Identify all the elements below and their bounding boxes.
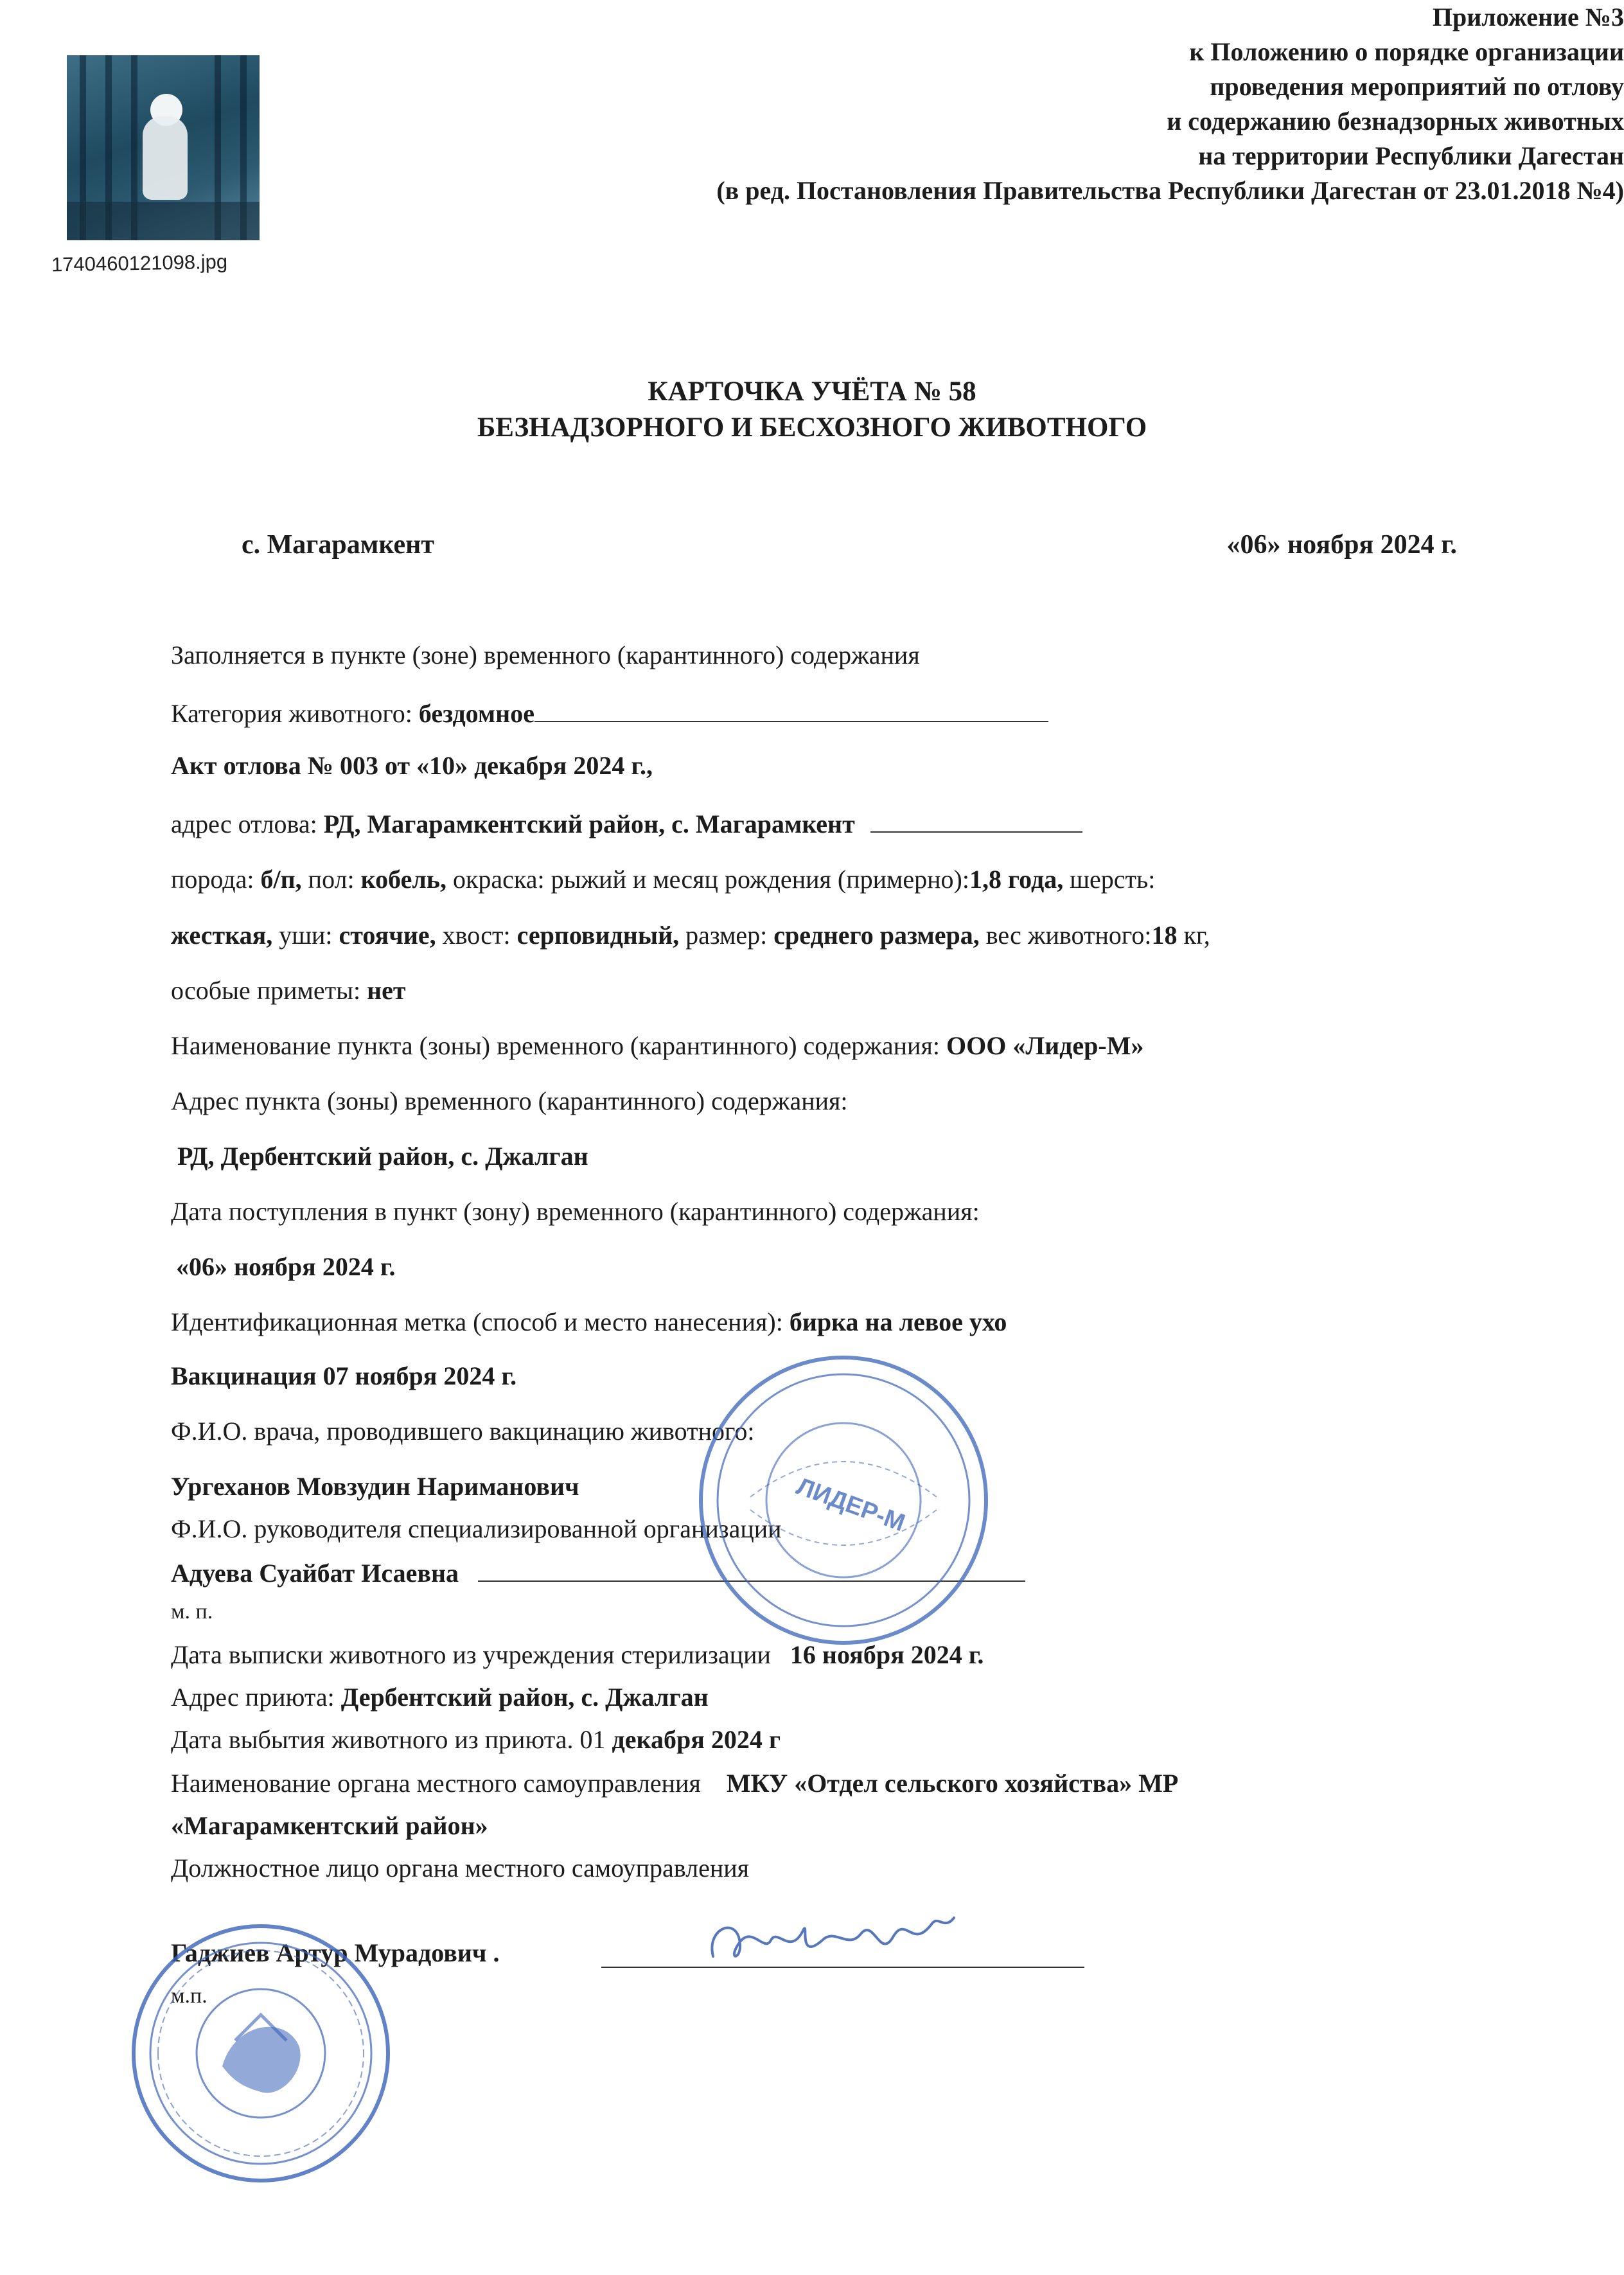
category-value: бездомное bbox=[418, 699, 534, 728]
weight-value: 18 bbox=[1151, 921, 1178, 950]
arrival-value-line bbox=[176, 1252, 395, 1282]
photo-caption: 1740460121098.jpg bbox=[51, 250, 228, 276]
vet-value: Ургеханов Мовзудин Нариманович bbox=[171, 1472, 579, 1501]
lsg-line bbox=[171, 1768, 1178, 1798]
weight-label: вес животного: bbox=[985, 921, 1152, 950]
mp1-line bbox=[171, 1600, 213, 1624]
annex-line-4: и содержанию безнадзорных животных bbox=[1167, 107, 1624, 136]
sex-value: кобель, bbox=[360, 865, 446, 894]
ears-value: стоячие, bbox=[339, 921, 436, 950]
vet-value-line bbox=[171, 1471, 579, 1501]
place: с. Магарамкент bbox=[242, 530, 434, 560]
document-title bbox=[0, 374, 1624, 446]
age-value: 1,8 года, bbox=[969, 865, 1064, 894]
catch-address-underline bbox=[870, 808, 1082, 833]
lsg-line-2 bbox=[171, 1810, 488, 1841]
official-label-line bbox=[171, 1853, 749, 1883]
category-underline bbox=[534, 698, 1048, 722]
appearance-line bbox=[171, 920, 1210, 950]
annex-line-1: Приложение №3 bbox=[1432, 3, 1624, 31]
head-label: Ф.И.О. руководителя специализированной организации bbox=[171, 1514, 782, 1543]
catch-address-label: адрес отлова: bbox=[171, 810, 317, 838]
lsg-label: Наименование органа местного самоуправления bbox=[171, 1769, 701, 1798]
municipal-stamp bbox=[126, 1918, 396, 2191]
tag-label: Идентификационная метка (способ и место нанесения): bbox=[171, 1307, 783, 1336]
leave-value: декабря 2024 г bbox=[612, 1725, 781, 1754]
official-signature bbox=[700, 1905, 970, 1979]
point-address-value-line bbox=[177, 1141, 588, 1171]
breed-label: порода: bbox=[171, 865, 254, 894]
arrival-label: Дата поступления в пункт (зону) временного (карантинного) содержания: bbox=[171, 1197, 980, 1226]
ears-label: уши: bbox=[279, 921, 333, 950]
catch-act-line bbox=[171, 750, 653, 781]
tag-line bbox=[171, 1307, 1007, 1337]
vet-label-line bbox=[171, 1416, 755, 1446]
annex-line-3: проведения мероприятий по отлову bbox=[1210, 72, 1624, 101]
point-address-value: РД, Дербентский район, с. Джалган bbox=[177, 1142, 588, 1171]
fur-value: жесткая, bbox=[171, 921, 273, 950]
marks-label: особые приметы: bbox=[171, 976, 361, 1005]
discharge-label: Дата выписки животного из учреждения стерилизации bbox=[171, 1640, 771, 1669]
head-value: Адуева Суайбат Исаевна bbox=[171, 1559, 459, 1588]
filled-at-text: Заполняется в пункте (зоне) временного (карантинного) содержания bbox=[171, 641, 920, 669]
title-line-1: КАРТОЧКА УЧЁТА № 58 bbox=[648, 376, 976, 407]
point-name-value: ООО «Лидер-М» bbox=[946, 1031, 1144, 1060]
tag-value: бирка на левое ухо bbox=[789, 1307, 1007, 1336]
leave-line bbox=[171, 1724, 781, 1755]
mp1: м. п. bbox=[171, 1600, 213, 1624]
shelter-value: Дербентский район, с. Джалган bbox=[340, 1683, 709, 1712]
document-date: «06» ноября 2024 г. bbox=[1226, 530, 1457, 560]
breed-line bbox=[171, 864, 1155, 894]
mp2: м.п. bbox=[171, 1984, 207, 2008]
lsg-value-1: МКУ «Отдел сельского хозяйства» МР bbox=[726, 1769, 1179, 1798]
point-address-label-line bbox=[171, 1086, 848, 1116]
marks-line bbox=[171, 975, 406, 1005]
annex-line-2: к Положению о порядке организации bbox=[1189, 37, 1624, 66]
dog-photo bbox=[67, 55, 260, 240]
shelter-line bbox=[171, 1682, 709, 1712]
leave-label: Дата выбытия животного из приюта. 01 bbox=[171, 1725, 606, 1754]
official-label: Должностное лицо органа местного самоуправления bbox=[171, 1854, 750, 1882]
point-address-label: Адрес пункта (зоны) временного (карантинного) содержания: bbox=[171, 1086, 848, 1115]
vaccination-line bbox=[171, 1361, 516, 1391]
annex-line-5: на территории Республики Дагестан bbox=[1198, 141, 1624, 170]
organization-stamp bbox=[693, 1349, 994, 1654]
point-name-line bbox=[171, 1031, 1143, 1061]
tail-value: серповидный, bbox=[516, 921, 680, 950]
shelter-label: Адрес приюта: bbox=[171, 1683, 335, 1712]
discharge-value: 16 ноября 2024 г. bbox=[790, 1640, 984, 1669]
arrival-value: «06» ноября 2024 г. bbox=[176, 1252, 396, 1281]
official-value: Гаджиев Артур Мурадович . bbox=[171, 1938, 500, 1967]
svg-text:ЛИДЕР-М: ЛИДЕР-М bbox=[793, 1473, 909, 1537]
filled-at-line bbox=[171, 640, 920, 670]
catch-address-line bbox=[171, 808, 1082, 839]
catch-address-value: РД, Магарамкентский район, с. Магарамкент bbox=[323, 810, 855, 838]
vet-label: Ф.И.О. врача, проводившего вакцинацию животного: bbox=[171, 1417, 755, 1446]
lsg-value-2: «Магарамкентский район» bbox=[171, 1811, 488, 1840]
size-label: размер: bbox=[685, 921, 768, 950]
title-line-2: БЕЗНАДЗОРНОГО И БЕСХОЗНОГО ЖИВОТНОГО bbox=[477, 412, 1147, 443]
point-name-label: Наименование пункта (зоны) временного (карантинного) содержания: bbox=[171, 1031, 940, 1060]
fur-label: шерсть: bbox=[1070, 865, 1156, 894]
sex-label: пол: bbox=[308, 865, 355, 894]
size-value: среднего размера, bbox=[773, 921, 980, 950]
vaccination: Вакцинация 07 ноября 2024 г. bbox=[171, 1361, 517, 1390]
catch-act: Акт отлова № 003 от «10» декабря 2024 г., bbox=[171, 751, 653, 780]
weight-unit: кг, bbox=[1183, 921, 1210, 950]
marks-value: нет bbox=[367, 976, 406, 1005]
category-label: Категория животного: bbox=[171, 699, 412, 728]
category-line bbox=[171, 698, 1048, 729]
tail-label: хвост: bbox=[442, 921, 511, 950]
arrival-label-line bbox=[171, 1196, 980, 1226]
annex-line-6: (в ред. Постановления Правительства Республики Дагестан от 23.01.2018 №4) bbox=[716, 176, 1624, 205]
color-label: окраска: рыжий и месяц рождения (примерно): bbox=[452, 865, 969, 894]
head-label-line bbox=[171, 1514, 782, 1544]
breed-value: б/п, bbox=[260, 865, 302, 894]
